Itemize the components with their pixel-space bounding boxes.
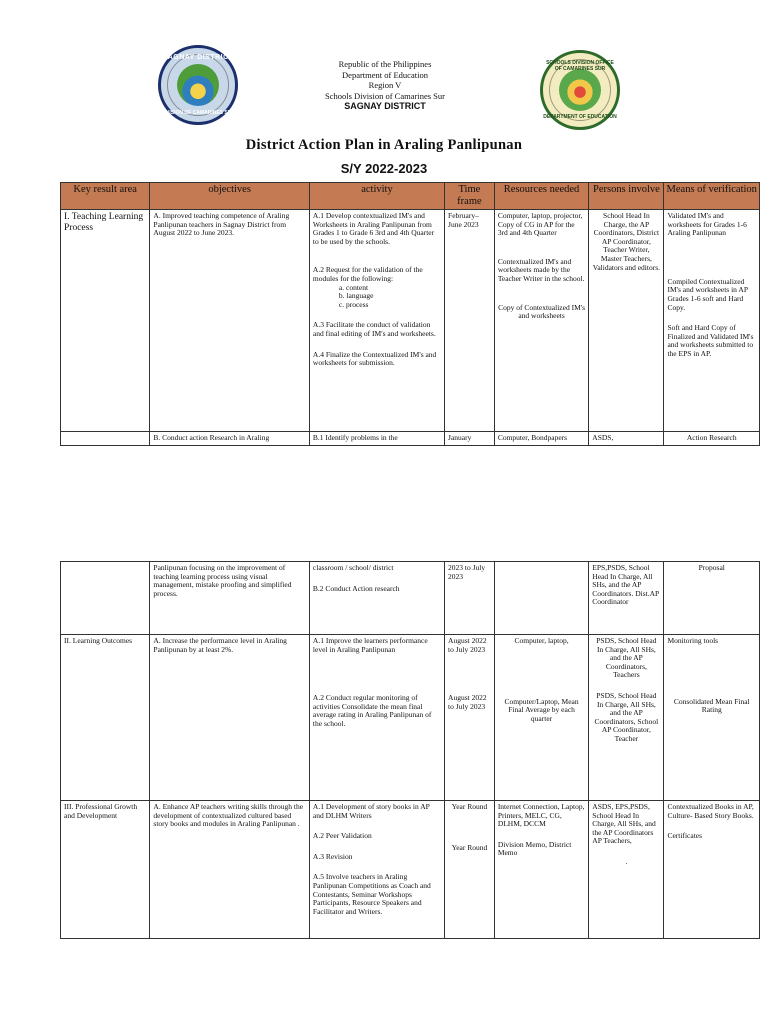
verification-item: Consolidated Mean Final Rating	[673, 696, 750, 715]
resources-cell	[494, 562, 588, 635]
resources-cell	[494, 210, 588, 432]
objective-cell: Panlipunan focusing on the improvement of teaching learning process using visual management, mistake proofing and simplified process.	[150, 562, 310, 635]
logo-emblem	[559, 69, 601, 111]
activity-cell	[309, 210, 444, 432]
activity-item: A.2 Request for the validation of the modules for the following:	[312, 265, 423, 283]
activity-cell	[309, 562, 444, 635]
persons-cell: EPS,PSDS, School Head In Charge, All SHs, and the AP Coordinators. Dist.AP Coordinator	[589, 562, 664, 635]
activity-item: A.4 Finalize the Contextualized IM's and worksheets for submission.	[312, 349, 437, 368]
header-line-2: Department of Education	[342, 69, 428, 80]
time-item: Year Round	[451, 842, 488, 852]
letterhead	[250, 59, 520, 112]
objective-cell: A. Increase the performance level in Araling Panlipunan by at least 2%.	[150, 635, 310, 801]
persons-mark: .	[625, 856, 628, 866]
time-frame-cell: February–June 2023	[445, 210, 495, 432]
activity-item: A.3 Facilitate the conduct of validation and final editing of IM's and worksheets.	[312, 320, 436, 338]
activity-item: A.2 Peer Validation	[312, 831, 372, 841]
persons-item: PSDS, School Head In Charge, All SHs, and the AP Coordinators, School AP Coordinator, Teacher	[594, 690, 659, 743]
resources-cell	[494, 635, 588, 801]
logo-bottom-text: DIVISION OF CAMARINES SUR	[161, 110, 235, 116]
resource-item: Computer, laptop,	[514, 636, 569, 645]
verification-item: Compiled Contextualized IM's and worksheets in AP Grades 1-6 soft and Hard Copy.	[667, 276, 748, 312]
objective-cell: B. Conduct action Research in Araling	[150, 432, 310, 446]
table-row	[61, 635, 760, 801]
key-result-area: I. Teaching Learning Process	[61, 210, 150, 432]
time-frame-cell	[445, 801, 495, 939]
column-header: objectives	[150, 183, 310, 210]
sagnay-district-logo	[158, 45, 238, 125]
resource-item: Computer/Laptop, Mean Final Average by each quarter	[504, 696, 579, 723]
logo-emblem	[177, 64, 219, 106]
verification-cell	[664, 801, 760, 939]
verification-item: Validated IM's and worksheets for Grades 1-6 Araling Panlipunan	[667, 211, 747, 238]
persons-cell	[589, 635, 664, 801]
activity-item: A.1 Develop contextualized IM's and Worksheets in Araling Panlipunan from Grades 1 to Grade 6 3rd and 4th Quarter to be used by the schools.	[312, 211, 435, 246]
key-result-area: II. Learning Outcomes	[61, 635, 150, 801]
time-item: Year Round	[451, 802, 488, 811]
key-result-area: III. Professional Growth and Development	[61, 801, 150, 939]
verification-item: Soft and Hard Copy of Finalized and Validated IM's and worksheets submitted to the EPS in AP.	[667, 323, 754, 358]
header-line-1: Republic of the Philippines	[338, 59, 432, 69]
resource-item: Internet Connection, Laptop, Printers, MELC, CG, DLHM, DCCM	[497, 802, 585, 829]
resources-cell	[494, 801, 588, 939]
table-row	[61, 432, 760, 446]
list-item: b. language	[338, 291, 374, 301]
table-row	[61, 562, 760, 635]
table-row	[61, 801, 760, 939]
activity-cell	[309, 635, 444, 801]
table-header-row	[61, 183, 760, 210]
time-item: August 2022 to July 2023	[448, 693, 487, 711]
activity-item: A.2 Conduct regular monitoring of activities Consolidate the mean final average rating in Araling Panlipunan of the school.	[312, 693, 432, 728]
activity-cell	[309, 801, 444, 939]
objective-cell: A. Enhance AP teachers writing skills through the development of contextualized cultured based story books and modules in Araling Panlipunan .	[150, 801, 310, 939]
verification-cell: Action Research	[664, 432, 760, 446]
resources-cell: Computer, Bondpapers	[494, 432, 588, 446]
time-frame-cell: 2023 to July 2023	[445, 562, 495, 635]
time-frame-cell	[445, 635, 495, 801]
verification-item: Certificates	[667, 831, 703, 841]
header-line-4: Schools Division of Camarines Sur	[325, 90, 445, 101]
table-row	[61, 210, 760, 432]
verification-item: Monitoring tools	[667, 636, 719, 645]
resource-item: Computer, laptop, projector, Copy of CG in AP for the 3rd and 4th Quarter	[497, 211, 583, 238]
verification-item: Contextualized Books in AP, Culture- Based Story Books.	[667, 802, 754, 820]
persons-item: PSDS, School Head In Charge, All SHs, and the AP Coordinators, Teachers	[596, 636, 657, 680]
verification-cell	[664, 635, 760, 801]
activity-item: A.1 Improve the learners performance level in Araling Panlipunan	[312, 636, 428, 654]
key-result-area	[61, 432, 150, 446]
time-frame-cell: January	[445, 432, 495, 446]
document-title: District Action Plan in Araling Panlipunan	[245, 137, 523, 153]
activity-item: B.2 Conduct Action research	[312, 583, 400, 593]
action-plan-table-page-2	[60, 561, 760, 939]
persons-item: ASDS, EPS,PSDS, School Head In Charge, All SHs, and the AP Coordinators AP Teachers,	[592, 802, 656, 846]
verification-cell	[664, 210, 760, 432]
logo-bottom-text: DEPARTMENT OF EDUCATION	[543, 114, 617, 120]
header-district: SAGNAY DISTRICT	[344, 101, 426, 111]
logo-top-text: SCHOOLS DIVISION OFFICE OF CAMARINES SUR	[546, 60, 614, 72]
resource-item: Contextualized IM's and worksheets made by the Teacher Writer in the school.	[497, 256, 585, 283]
activity-cell: B.1 Identify problems in the	[309, 432, 444, 446]
column-header: activity	[309, 183, 444, 210]
activity-item: classroom / school/ district	[312, 563, 394, 572]
column-header: Key result area	[61, 183, 150, 210]
column-header: Means of verification	[664, 183, 760, 210]
division-office-logo	[540, 50, 620, 130]
school-year: S/Y 2022-2023	[340, 161, 428, 176]
column-header: Persons involve	[589, 183, 664, 210]
column-header: Time frame	[445, 183, 495, 210]
activity-item: A.1 Development of story books in AP and DLHM Writers	[312, 802, 430, 820]
persons-cell: School Head In Charge, the AP Coordinators, District AP Coordinator, Teacher Writer, Master Teachers, Validators and editors.	[589, 210, 664, 432]
logo-top-text: SAGNAY DISTRICT	[162, 54, 234, 61]
persons-cell: ASDS,	[589, 432, 664, 446]
time-item: August 2022 to July 2023	[448, 636, 487, 654]
persons-cell	[589, 801, 664, 939]
activity-item: A.3 Revision	[312, 851, 353, 861]
key-result-area	[61, 562, 150, 635]
action-plan-table-page-1	[60, 182, 760, 446]
objective-cell: A. Improved teaching competence of Araling Panlipunan teachers in Sagnay District from August 2022 to June 2023.	[150, 210, 310, 432]
resource-item: Division Memo, District Memo	[497, 839, 572, 858]
list-item: a. content	[338, 282, 369, 292]
list-item: c. process	[338, 299, 369, 309]
resource-item: Copy of Contextualized IM's and worksheets	[498, 302, 586, 321]
activity-item: A.5 Involve teachers in Araling Panlipunan Competitions as Coach and Contestants, Seminar Workshops Participants, Resource Speakers and Facilitator and Writers.	[312, 872, 431, 916]
verification-cell: Proposal	[664, 562, 760, 635]
column-header: Resources needed	[494, 183, 588, 210]
header-line-3: Region V	[368, 80, 402, 90]
